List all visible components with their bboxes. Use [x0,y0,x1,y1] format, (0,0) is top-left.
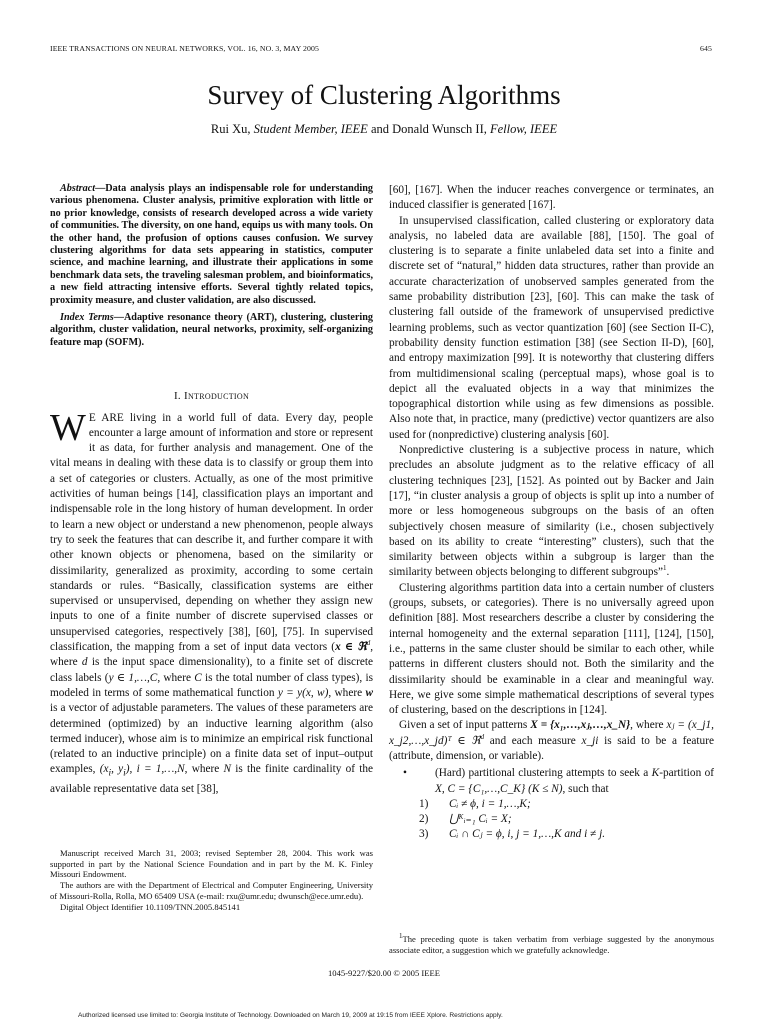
abstract-label: Abstract [60,183,96,194]
intro-text-a: living in a world full of data. Every day, people encounter a large amount of information and store or represent it as data, for further analysis and management. One of the vital means in dealing with these data is to classify or group them into a set of categories or clusters. Actually, as one of the most primitive activities of human beings [14], classification plays an important and indispensable role in the long history of human development. In order to learn a new object or understand a new phenomenon, people always try to seek the features that can describe it, and further compare it with other known objects or phenomena, based on the similarity or dissimilarity, generalized as proximity, according to some certain standards or rules. “Basically, classification systems are either supervised or unsupervised, depending on whether they assign new inputs to one of a finite number of discrete supervised classes or unsupervised categories, respectively [38], [60], [75]. In supervised classification, the mapping from a set of input data vectors ( [50,411,373,654]
author2-role: Fellow, IEEE [489,122,558,136]
right-paragraph-1: [60], [167]. When the inducer reaches convergence or terminates, an induced classifier is generated [167]. [389,184,714,212]
math-d: d [81,656,88,669]
math-pairs-a: (x [99,763,109,776]
intro-first-words: E ARE [88,411,124,424]
bullet-text-b: -partition of [659,767,714,780]
math-pairs-sub2: i [123,768,126,779]
math-C: C [194,671,202,684]
index-terms-text: —Adaptive resonance theory (ART), clustering, clustering algorithm, cluster validation, neural networks, proximity, self-organizing feature map (SOFM). [50,312,373,348]
intro-text-g: is a vector of adjustable parameters. The values of these parameters are determined (optimized) by an inductive learning algorithm (also termed inducer), whose aim is to minimize an empirical risk functional (related to an inductive principle) on a finite data set of input–output examples, [50,702,373,776]
running-head [50,44,712,53]
right-p5-b: , where [630,719,667,732]
footnote-number: 1 [399,932,403,941]
right-p5-a: Given a set of input patterns [399,719,531,732]
author2-name: Donald Wunsch II, [392,122,487,136]
list-item [389,766,714,797]
list-item [419,827,714,842]
bullet-text-c: , such that [562,782,609,795]
enum-condition: Cᵢ ∩ Cⱼ = ϕ, i, j = 1,…,K and i ≠ j. [449,828,606,841]
intro-paragraph [50,406,374,798]
enum-condition: Cᵢ ≠ ϕ, i = 1,…,K; [449,797,531,810]
abstract [50,183,373,307]
enum-condition: ⋃ᴷᵢ₌₁ Cᵢ = X; [449,813,512,826]
math-w: w [365,686,373,699]
journal-name: IEEE TRANSACTIONS ON NEURAL NETWORKS, VOL. 16, NO. 3, MAY 2005 [50,44,320,53]
math-xj-sup: d [480,732,485,741]
abstract-text: —Data analysis plays an indispensable role for understanding various phenomena. Cluster analysis, primitive exploration with little or no prior knowledge, consists of research developed across a wide variety of communities. The diversity, on one hand, equips us with many tools. On the other hand, the profusion of options causes confusion. We survey clustering algorithms for data sets appearing in statistics, computer science, and machine learning, and illustrate their applications in some benchmark data sets, the traveling salesman problem, and bioinformatics, a new field attracting intensive efforts. Several tightly related topics, proximity measure, and cluster validation, are also discussed. [50,183,373,306]
license-notice: Authorized licensed use limited to: Georgia Institute of Technology. Downloaded on March 19, 2009 at 19:15 from IEEE Xplore. Restrictions apply. [78,1012,503,1019]
footnote-quote [389,934,714,955]
author1-role: Student Member, IEEE [253,122,368,136]
list-item [419,812,714,827]
enum-number: 3) [419,828,429,841]
author1-name: Rui Xu, [210,122,251,136]
section-heading-introduction [50,389,373,404]
math-N: N [223,763,232,776]
left-column [50,183,373,797]
math-x-in-rd-sup: d [366,639,371,648]
footnote-affiliation: The authors are with the Department of Electrical and Computer Engineering, University of Missouri-Rolla, Rolla, MO 65409 USA (e-mail: rxu@umr.edu; dwunsch@ece.umr.edu). [50,880,373,901]
intro-text-h: , where [184,763,224,776]
intro-text-i: is the finite cardinality of the available representative data set [38], [50,763,373,795]
right-p3-end: . [666,566,670,579]
index-terms-label: Index Terms [60,312,114,324]
drop-cap: W [50,406,86,449]
author-line [0,122,768,137]
math-pairs-b: , y [111,763,124,776]
bullet-mark: • [403,767,407,780]
right-paragraph-4: Clustering algorithms partition data into a certain number of clusters (groups, subsets, or categories). There is no universally agreed upon definition [88]. Most researchers describe a cluster by considering the internal homogeneity and the external separation [111], [124], [150], i.e., patterns in the same cluster should be similar to each other, while patterns in different clusters should not. Both the similarity and the dissimilarity should be examinable in a clear and meaningful way. Here, we give some simple mathematical descriptions of several types of clustering, based on the descriptions in [124]. [389,581,714,717]
right-paragraph-5 [389,718,714,764]
math-partition: X, C = {C₁,…,C_K} (K ≤ N) [435,782,563,795]
intro-text-c: is the input space dimensionality), to a finite set of discrete class labels ( [50,656,373,684]
bullet-list [389,766,714,842]
right-paragraph-3 [389,443,714,581]
math-class-range: y ∈ 1,…,C [108,671,158,684]
footnotes-left [50,848,373,912]
enum-number: 2) [419,813,429,826]
page-number: 645 [700,44,712,53]
math-pairs-c: ), i = 1,…,N [125,763,185,776]
issn-copyright: 1045-9227/$20.00 © 2005 IEEE [327,968,441,978]
math-example-pairs [99,763,185,779]
intro-text-d: , where [157,671,195,684]
math-x-in-rd-base: x ∈ ℜ [335,641,367,654]
list-item [419,797,714,812]
footnote-marker: 1 [663,564,667,573]
footnote-right [389,934,714,955]
right-p5-c: and each measure [484,734,582,747]
author-conjunction: and [370,122,389,136]
right-p5-d: is said to be a feature (attribute, dimension, or variable). [389,734,714,762]
intro-text-e: is the total number of class types), is modeled in terms of some mathematical function [50,671,373,699]
intro-text-b: , where [50,641,374,669]
math-xj-base: xⱼ = (x_j1, x_j2,…,x_jd)ᵀ ∈ ℜ [389,719,715,747]
intro-text-f: , where [328,686,366,699]
right-column [389,183,714,843]
section-title: Introduction [184,390,250,403]
right-p3-text: Nonpredictive clustering is a subjective process in nature, which precludes an absolute judgment as to the relative efficacy of all clustering techniques [23], [152]. As pointed out by Backer and Jain [17], “in cluster analysis a group of objects is split up into a number of more or less homogeneous subgroups on the basis of an often subjectively chosen measure of similarity (i.e., chosen subjectively based on its ability to create “interesting” clusters), such that the similarity between objects within a subgroup is larger than the similarity between objects belonging to different subgroups” [389,444,714,579]
footnote-manuscript: Manuscript received March 31, 2003; revised September 28, 2004. This work was supported in part by the National Science Foundation and in part by the M. K. Finley Missouri Endowment. [50,848,373,880]
section-numeral: I. [173,390,181,403]
footnote-doi: Digital Object Identifier 10.1109/TNN.2005.845141 [60,901,241,912]
footnote-quote-text: The preceding quote is taken verbatim from verbiage suggested by the anonymous associate editor, a suggestion which we gratefully acknowledge. [389,934,714,955]
enum-number: 1) [419,797,429,810]
index-terms [50,312,373,349]
math-K: K [651,767,660,780]
math-x-in-rd [335,641,370,653]
right-paragraph-2: In unsupervised classification, called clustering or exploratory data analysis, no labeled data are available [88], [150]. The goal of clustering is to separate a finite unlabeled data set into a finite and discrete set of “natural,” hidden data structures, rather than provide an accurate characterization of unobserved samples generated from the same probability distribution [23], [60]. This can make the task of clustering fall outside of the framework of unsupervised predictive learning problems, such as vector quantization [60] (see Section II-C), probability density function estimation [38] (see Section II-D), [60], and entropy maximization [99]. It is noteworthy that clustering differs from multidimensional scaling (perceptual maps), whose goal is to depict all the evaluated objects in a way that minimizes the topographical distortion while using as few dimensions as possible. Also note that, in practice, many (predictive) vector quantizers are also used for (nonpredictive) clustering analysis [60]. [389,214,714,441]
math-xji: x_ji [581,734,599,747]
paper-title: Survey of Clustering Algorithms [207,80,561,110]
bullet-text-a: (Hard) partitional clustering attempts to seek a [435,767,652,780]
math-function: y = y(x, w) [277,686,329,699]
bullet-text [435,766,714,797]
math-pairs-sub1: i [108,768,112,779]
math-pattern-set: X = {x₁,…,xⱼ,…,x_N} [530,719,631,732]
